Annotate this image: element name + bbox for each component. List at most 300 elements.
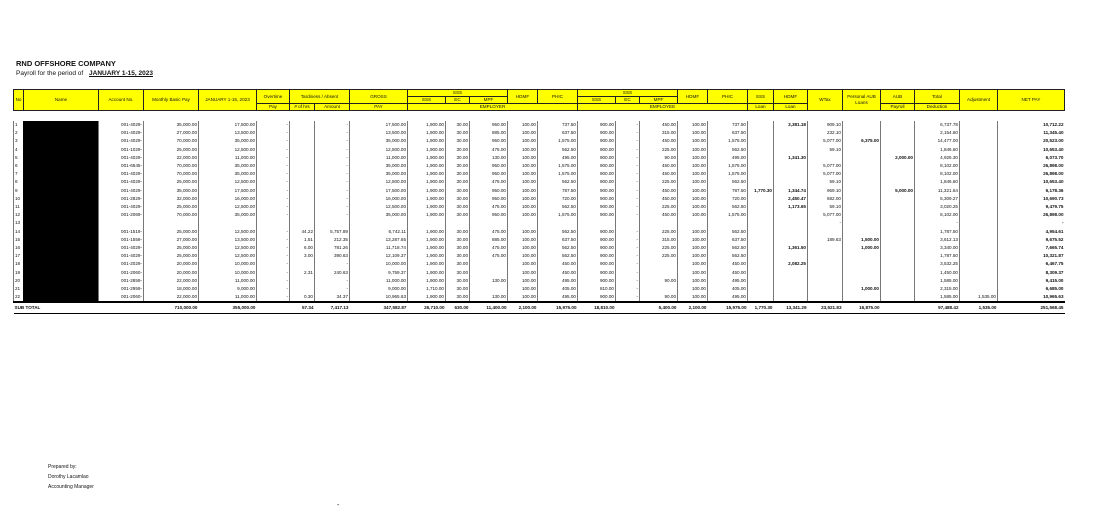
cell-personal: 1,500.00	[843, 236, 881, 244]
cell-aub	[881, 121, 915, 129]
cell-eesss: 900.00	[578, 252, 616, 260]
cell-net: 26,898.00	[998, 211, 1065, 219]
cell-period: 35,000.00	[199, 211, 257, 219]
cell-eeec: -	[616, 162, 640, 170]
cell-erhdmf: 100.00	[508, 178, 538, 186]
cell-eeec: -	[616, 146, 640, 154]
total-erhdmf: 2,100.00	[508, 302, 538, 314]
cell-gross: 9,000.00	[350, 285, 408, 293]
cell-no: 15	[14, 236, 24, 244]
cell-eephic: 562.50	[708, 146, 748, 154]
cell-sssloan	[748, 219, 774, 227]
cell-erec: 30.00	[446, 211, 470, 219]
cell-adj	[960, 162, 998, 170]
signer-role: Accounting Manager	[48, 484, 94, 490]
cell-adj	[960, 277, 998, 285]
cell-eephic: 405.00	[708, 285, 748, 293]
cell-ermpf: 950.00	[470, 162, 508, 170]
col-employee: EMPLOYEE	[578, 104, 748, 111]
spacer-cell	[257, 111, 290, 122]
cell-no: 10	[14, 195, 24, 203]
cell-period: 12,500.00	[199, 146, 257, 154]
cell-erec: 30.00	[446, 252, 470, 260]
cell-eephic: 495.00	[708, 154, 748, 162]
cell-eehdmf: 100.00	[678, 211, 708, 219]
cell-eeec: -	[616, 195, 640, 203]
cell-net: 9,415.00	[998, 277, 1065, 285]
cell-hrs: 3.00	[290, 252, 315, 260]
cell-no: 7	[14, 170, 24, 178]
cell-ersss: 1,900.00	[408, 154, 446, 162]
table-row	[14, 219, 1065, 227]
cell-ot: -	[257, 178, 290, 186]
cell-hrs	[290, 129, 315, 137]
cell-erec: 30.00	[446, 162, 470, 170]
cell-erec: 30.00	[446, 244, 470, 252]
col-wtax: WTax	[808, 90, 843, 111]
cell-adj	[960, 260, 998, 268]
col-adjustment: Adjustment	[960, 90, 998, 111]
cell-erhdmf: 100.00	[508, 244, 538, 252]
cell-eesss: 900.00	[578, 293, 616, 302]
cell-amt: -	[315, 187, 350, 195]
payroll-period	[16, 70, 153, 77]
cell-eehdmf: 100.00	[678, 162, 708, 170]
table-row	[14, 178, 1065, 186]
cell-sssloan	[748, 252, 774, 260]
total-eeec	[616, 302, 640, 314]
cell-totded: 8,102.00	[915, 170, 960, 178]
cell-no: 2	[14, 129, 24, 137]
cell-net: 10,965.63	[998, 293, 1065, 302]
cell-acct: 001-1519-	[99, 228, 144, 236]
cell-eeec: -	[616, 269, 640, 277]
cell-acct: 001-2859-	[99, 277, 144, 285]
cell-sssloan	[748, 285, 774, 293]
col-gross-pay: PAY	[350, 104, 408, 111]
cell-hdmfloan: 1,344.74	[774, 187, 808, 195]
table-row	[14, 137, 1065, 145]
cell-wtax: 5,077.00	[808, 162, 843, 170]
cell-eephic: 450.00	[708, 260, 748, 268]
cell-ermpf: 475.00	[470, 244, 508, 252]
cell-eesss: 900.00	[578, 170, 616, 178]
cell-eesss: 900.00	[578, 277, 616, 285]
cell-eeec: -	[616, 170, 640, 178]
cell-sssloan	[748, 277, 774, 285]
cell-amt: -	[315, 260, 350, 268]
total-sssloan: 1,770.30	[748, 302, 774, 314]
cell-gross: 16,000.00	[350, 195, 408, 203]
cell-no: 12	[14, 211, 24, 219]
cell-period: 11,000.00	[199, 154, 257, 162]
cell-acct: 001-4029-	[99, 203, 144, 211]
cell-eehdmf	[678, 219, 708, 227]
col-hdmf-loan-sub: Loan	[774, 104, 808, 111]
cell-gross: 12,109.37	[350, 252, 408, 260]
cell-wtax	[808, 260, 843, 268]
cell-aub	[881, 260, 915, 268]
cell-gross: 35,000.00	[350, 162, 408, 170]
cell-eesss: 900.00	[578, 211, 616, 219]
cell-hrs: 0.30	[290, 293, 315, 302]
col-sss-loan-sub: Loan	[748, 104, 774, 111]
cell-no: 13	[14, 219, 24, 227]
cell-acct: 001-4029-	[99, 244, 144, 252]
cell-aub	[881, 146, 915, 154]
cell-ersss: 1,900.00	[408, 170, 446, 178]
cell-net: 8,309.37	[998, 269, 1065, 277]
table-row	[14, 252, 1065, 260]
cell-aub	[881, 162, 915, 170]
cell-ermpf	[470, 219, 508, 227]
cell-ersss: 1,900.00	[408, 203, 446, 211]
cell-adj	[960, 236, 998, 244]
cell-ersss	[408, 219, 446, 227]
cell-eesss: 900.00	[578, 121, 616, 129]
total-eesss: 18,810.00	[578, 302, 616, 314]
total-personal: 16,875.00	[843, 302, 881, 314]
cell-name	[24, 129, 99, 137]
cell-eehdmf: 100.00	[678, 293, 708, 302]
cell-wtax: 5,077.00	[808, 137, 843, 145]
spacer-cell	[708, 111, 748, 122]
cell-hdmfloan	[774, 146, 808, 154]
cell-acct: 001-2060-	[99, 269, 144, 277]
cell-acct: 001-2029-	[99, 260, 144, 268]
cell-eesss: 900.00	[578, 146, 616, 154]
cell-erphic: 562.50	[538, 178, 578, 186]
total-erphic: 15,975.00	[538, 302, 578, 314]
cell-erec	[446, 219, 470, 227]
cell-erhdmf: 100.00	[508, 293, 538, 302]
cell-eephic: 562.50	[708, 178, 748, 186]
cell-personal	[843, 219, 881, 227]
cell-period: 10,000.00	[199, 260, 257, 268]
cell-no: 14	[14, 228, 24, 236]
cell-eehdmf: 100.00	[678, 121, 708, 129]
cell-no: 19	[14, 269, 24, 277]
cell-adj	[960, 187, 998, 195]
col-total-sub: Deduction	[915, 104, 960, 111]
cell-eempf: 450.00	[640, 187, 678, 195]
cell-eempf: 225.00	[640, 203, 678, 211]
cell-hdmfloan	[774, 252, 808, 260]
cell-gross: 10,965.63	[350, 293, 408, 302]
cell-personal	[843, 260, 881, 268]
cell-adj	[960, 285, 998, 293]
cell-net: -	[998, 219, 1065, 227]
cell-acct: 001-4029-	[99, 187, 144, 195]
cell-amt: -	[315, 129, 350, 137]
cell-net: 20,523.00	[998, 137, 1065, 145]
total-erec: 630.00	[446, 302, 470, 314]
cell-personal	[843, 252, 881, 260]
cell-wtax: 59.10	[808, 178, 843, 186]
total-adj: 1,535.00	[960, 302, 998, 314]
cell-name	[24, 219, 99, 227]
cell-eesss	[578, 219, 616, 227]
cell-net: 10,653.40	[998, 178, 1065, 186]
spacer-cell	[678, 111, 708, 122]
cell-totded: 2,315.00	[915, 285, 960, 293]
cell-erhdmf: 100.00	[508, 146, 538, 154]
cell-totded: 3,532.25	[915, 260, 960, 268]
cell-acct: 001-1559-	[99, 236, 144, 244]
cell-amt: -	[315, 137, 350, 145]
cell-amt: -	[315, 195, 350, 203]
cell-gross: 10,000.00	[350, 260, 408, 268]
cell-wtax	[808, 293, 843, 302]
cell-monthly: 32,000.00	[144, 195, 199, 203]
cell-name	[24, 269, 99, 277]
cell-eempf: 225.00	[640, 244, 678, 252]
cell-erec: 30.00	[446, 146, 470, 154]
cell-eesss: 900.00	[578, 236, 616, 244]
col-period: JANUARY 1-15, 2023	[199, 90, 257, 111]
cell-totded: 6,737.78	[915, 121, 960, 129]
cell-totded: -	[915, 219, 960, 227]
cell-aub	[881, 244, 915, 252]
cell-eempf	[640, 285, 678, 293]
cell-eehdmf: 100.00	[678, 129, 708, 137]
cell-eephic	[708, 219, 748, 227]
cell-personal	[843, 293, 881, 302]
spacer-cell	[14, 111, 24, 122]
cell-sssloan	[748, 154, 774, 162]
cell-amt	[315, 219, 350, 227]
cell-eeec: -	[616, 236, 640, 244]
cell-sssloan: 1,770.30	[748, 187, 774, 195]
total-gross: 347,582.87	[350, 302, 408, 314]
cell-aub	[881, 269, 915, 277]
cell-aub	[881, 277, 915, 285]
cell-period: 17,500.00	[199, 121, 257, 129]
cell-amt: 781.26	[315, 244, 350, 252]
cell-adj	[960, 228, 998, 236]
cell-eehdmf: 100.00	[678, 170, 708, 178]
col-hdmf-ee: HDMF	[678, 90, 708, 104]
spacer-cell	[290, 111, 315, 122]
cell-eempf: 450.00	[640, 170, 678, 178]
cell-name	[24, 293, 99, 302]
table-row	[14, 277, 1065, 285]
cell-net: 10,690.73	[998, 195, 1065, 203]
cell-acct: 001-4029-	[99, 121, 144, 129]
cell-hrs	[290, 146, 315, 154]
cell-period: 10,000.00	[199, 269, 257, 277]
cell-amt: -	[315, 277, 350, 285]
cell-hdmfloan	[774, 277, 808, 285]
cell-hrs	[290, 285, 315, 293]
cell-personal	[843, 129, 881, 137]
cell-erhdmf: 100.00	[508, 154, 538, 162]
cell-eehdmf: 100.00	[678, 277, 708, 285]
cell-gross: 11,000.00	[350, 277, 408, 285]
table-row	[14, 187, 1065, 195]
total-wtax: 23,521.83	[808, 302, 843, 314]
cell-eempf: 225.00	[640, 178, 678, 186]
cell-period: 12,500.00	[199, 252, 257, 260]
cell-totded: 3,612.13	[915, 236, 960, 244]
cell-erphic: 787.50	[538, 187, 578, 195]
total-net: 251,568.45	[998, 302, 1065, 314]
cell-adj	[960, 219, 998, 227]
cell-aub	[881, 219, 915, 227]
cell-erhdmf: 100.00	[508, 137, 538, 145]
cell-adj: 1,535.00	[960, 293, 998, 302]
cell-gross	[350, 219, 408, 227]
col-er-ec: EC	[446, 97, 470, 104]
cell-net: 6,178.36	[998, 187, 1065, 195]
cell-eephic: 562.50	[708, 228, 748, 236]
col-employer: EMPLOYER	[408, 104, 578, 111]
cell-eephic: 562.50	[708, 252, 748, 260]
col-amount: Amount	[315, 104, 350, 111]
cell-eephic: 562.50	[708, 203, 748, 211]
cell-ot: -	[257, 121, 290, 129]
cell-amt: -	[315, 121, 350, 129]
cell-eephic: 495.00	[708, 293, 748, 302]
table-row	[14, 285, 1065, 293]
cell-wtax	[808, 285, 843, 293]
cell-ersss: 1,900.00	[408, 244, 446, 252]
cell-eempf: 450.00	[640, 121, 678, 129]
cell-erec: 30.00	[446, 285, 470, 293]
table-row	[14, 170, 1065, 178]
spacer-cell	[538, 111, 578, 122]
total-hrs: 57.34	[290, 302, 315, 314]
cell-ot: -	[257, 170, 290, 178]
col-sss-loan: SSS	[748, 90, 774, 104]
subtotal-label: SUB TOTAL	[14, 302, 144, 314]
col-personal: Personal AUB Loans	[843, 90, 881, 111]
cell-eehdmf: 100.00	[678, 236, 708, 244]
cell-ot: -	[257, 244, 290, 252]
cell-hrs	[290, 187, 315, 195]
cell-wtax: 682.00	[808, 195, 843, 203]
col-hrs: # of hrs	[290, 104, 315, 111]
cell-erhdmf: 100.00	[508, 121, 538, 129]
prepared-by-label: Prepared by:	[48, 464, 77, 470]
cell-totded: 3,340.00	[915, 244, 960, 252]
period-value: JANUARY 1-15, 2023	[89, 70, 153, 77]
cell-eempf: 225.00	[640, 228, 678, 236]
col-hdmf-er: HDMF	[508, 90, 538, 104]
cell-monthly: 35,000.00	[144, 121, 199, 129]
spacer-cell	[199, 111, 257, 122]
cell-monthly: 70,000.00	[144, 170, 199, 178]
table-row	[14, 293, 1065, 302]
cell-eehdmf: 100.00	[678, 195, 708, 203]
cell-erphic: 1,575.00	[538, 170, 578, 178]
cell-ersss: 1,900.00	[408, 162, 446, 170]
cell-no: 11	[14, 203, 24, 211]
cell-erec: 30.00	[446, 277, 470, 285]
cell-erec: 30.00	[446, 228, 470, 236]
cell-ermpf	[470, 260, 508, 268]
cell-monthly: 20,000.00	[144, 260, 199, 268]
cell-adj	[960, 146, 998, 154]
cell-personal: 1,000.00	[843, 244, 881, 252]
cell-erhdmf: 100.00	[508, 260, 538, 268]
cell-name	[24, 121, 99, 129]
cell-amt: -	[315, 285, 350, 293]
cell-eeec: -	[616, 203, 640, 211]
cell-eeec: -	[616, 277, 640, 285]
cell-eehdmf: 100.00	[678, 285, 708, 293]
cell-eesss: 900.00	[578, 269, 616, 277]
cell-eempf: 450.00	[640, 162, 678, 170]
cell-hrs: 6.00	[290, 244, 315, 252]
cell-ermpf	[470, 285, 508, 293]
cell-ermpf: 950.00	[470, 137, 508, 145]
cell-gross: 35,000.00	[350, 137, 408, 145]
total-hdmfloan: 13,341.29	[774, 302, 808, 314]
cell-ot: -	[257, 137, 290, 145]
cell-adj	[960, 154, 998, 162]
total-ersss: 26,710.00	[408, 302, 446, 314]
cell-personal	[843, 146, 881, 154]
cell-period: 35,000.00	[199, 137, 257, 145]
cell-ersss: 1,900.00	[408, 146, 446, 154]
cell-gross: 12,500.00	[350, 178, 408, 186]
cell-eesss: 900.00	[578, 244, 616, 252]
cell-acct: 001-2959-	[99, 285, 144, 293]
table-row	[14, 244, 1065, 252]
cell-ot: -	[257, 129, 290, 137]
spacer-cell	[446, 111, 470, 122]
cell-wtax: -	[808, 219, 843, 227]
cell-erhdmf: 100.00	[508, 170, 538, 178]
company-name: RND OFFSHORE COMPANY	[16, 59, 116, 68]
spacer-row	[14, 111, 1065, 122]
cell-wtax: 59.10	[808, 203, 843, 211]
cell-sssloan	[748, 195, 774, 203]
cell-name	[24, 277, 99, 285]
cell-eephic: 737.50	[708, 121, 748, 129]
table-row	[14, 195, 1065, 203]
cell-monthly: 25,000.00	[144, 244, 199, 252]
cell-aub	[881, 129, 915, 137]
cell-monthly: 35,000.00	[144, 187, 199, 195]
total-totded: 97,488.42	[915, 302, 960, 314]
cell-ot: -	[257, 162, 290, 170]
cell-sssloan	[748, 170, 774, 178]
cell-sssloan	[748, 293, 774, 302]
cell-erhdmf: 100.00	[508, 187, 538, 195]
cell-name	[24, 187, 99, 195]
cell-hrs	[290, 219, 315, 227]
cell-adj	[960, 137, 998, 145]
cell-sssloan	[748, 211, 774, 219]
cell-erphic: 562.50	[538, 146, 578, 154]
cell-erhdmf: 100.00	[508, 269, 538, 277]
cell-aub	[881, 211, 915, 219]
cell-totded: 11,321.64	[915, 187, 960, 195]
cell-hdmfloan	[774, 211, 808, 219]
total-amt: 7,417.13	[315, 302, 350, 314]
spacer-cell	[24, 111, 99, 122]
cell-no: 16	[14, 244, 24, 252]
col-no: No	[14, 90, 24, 111]
table-row	[14, 228, 1065, 236]
col-monthly: Monthly Basic Pay	[144, 90, 199, 111]
cell-eempf: 225.00	[640, 252, 678, 260]
cell-eehdmf: 100.00	[678, 178, 708, 186]
cell-hdmfloan	[774, 129, 808, 137]
cell-monthly: 25,000.00	[144, 146, 199, 154]
